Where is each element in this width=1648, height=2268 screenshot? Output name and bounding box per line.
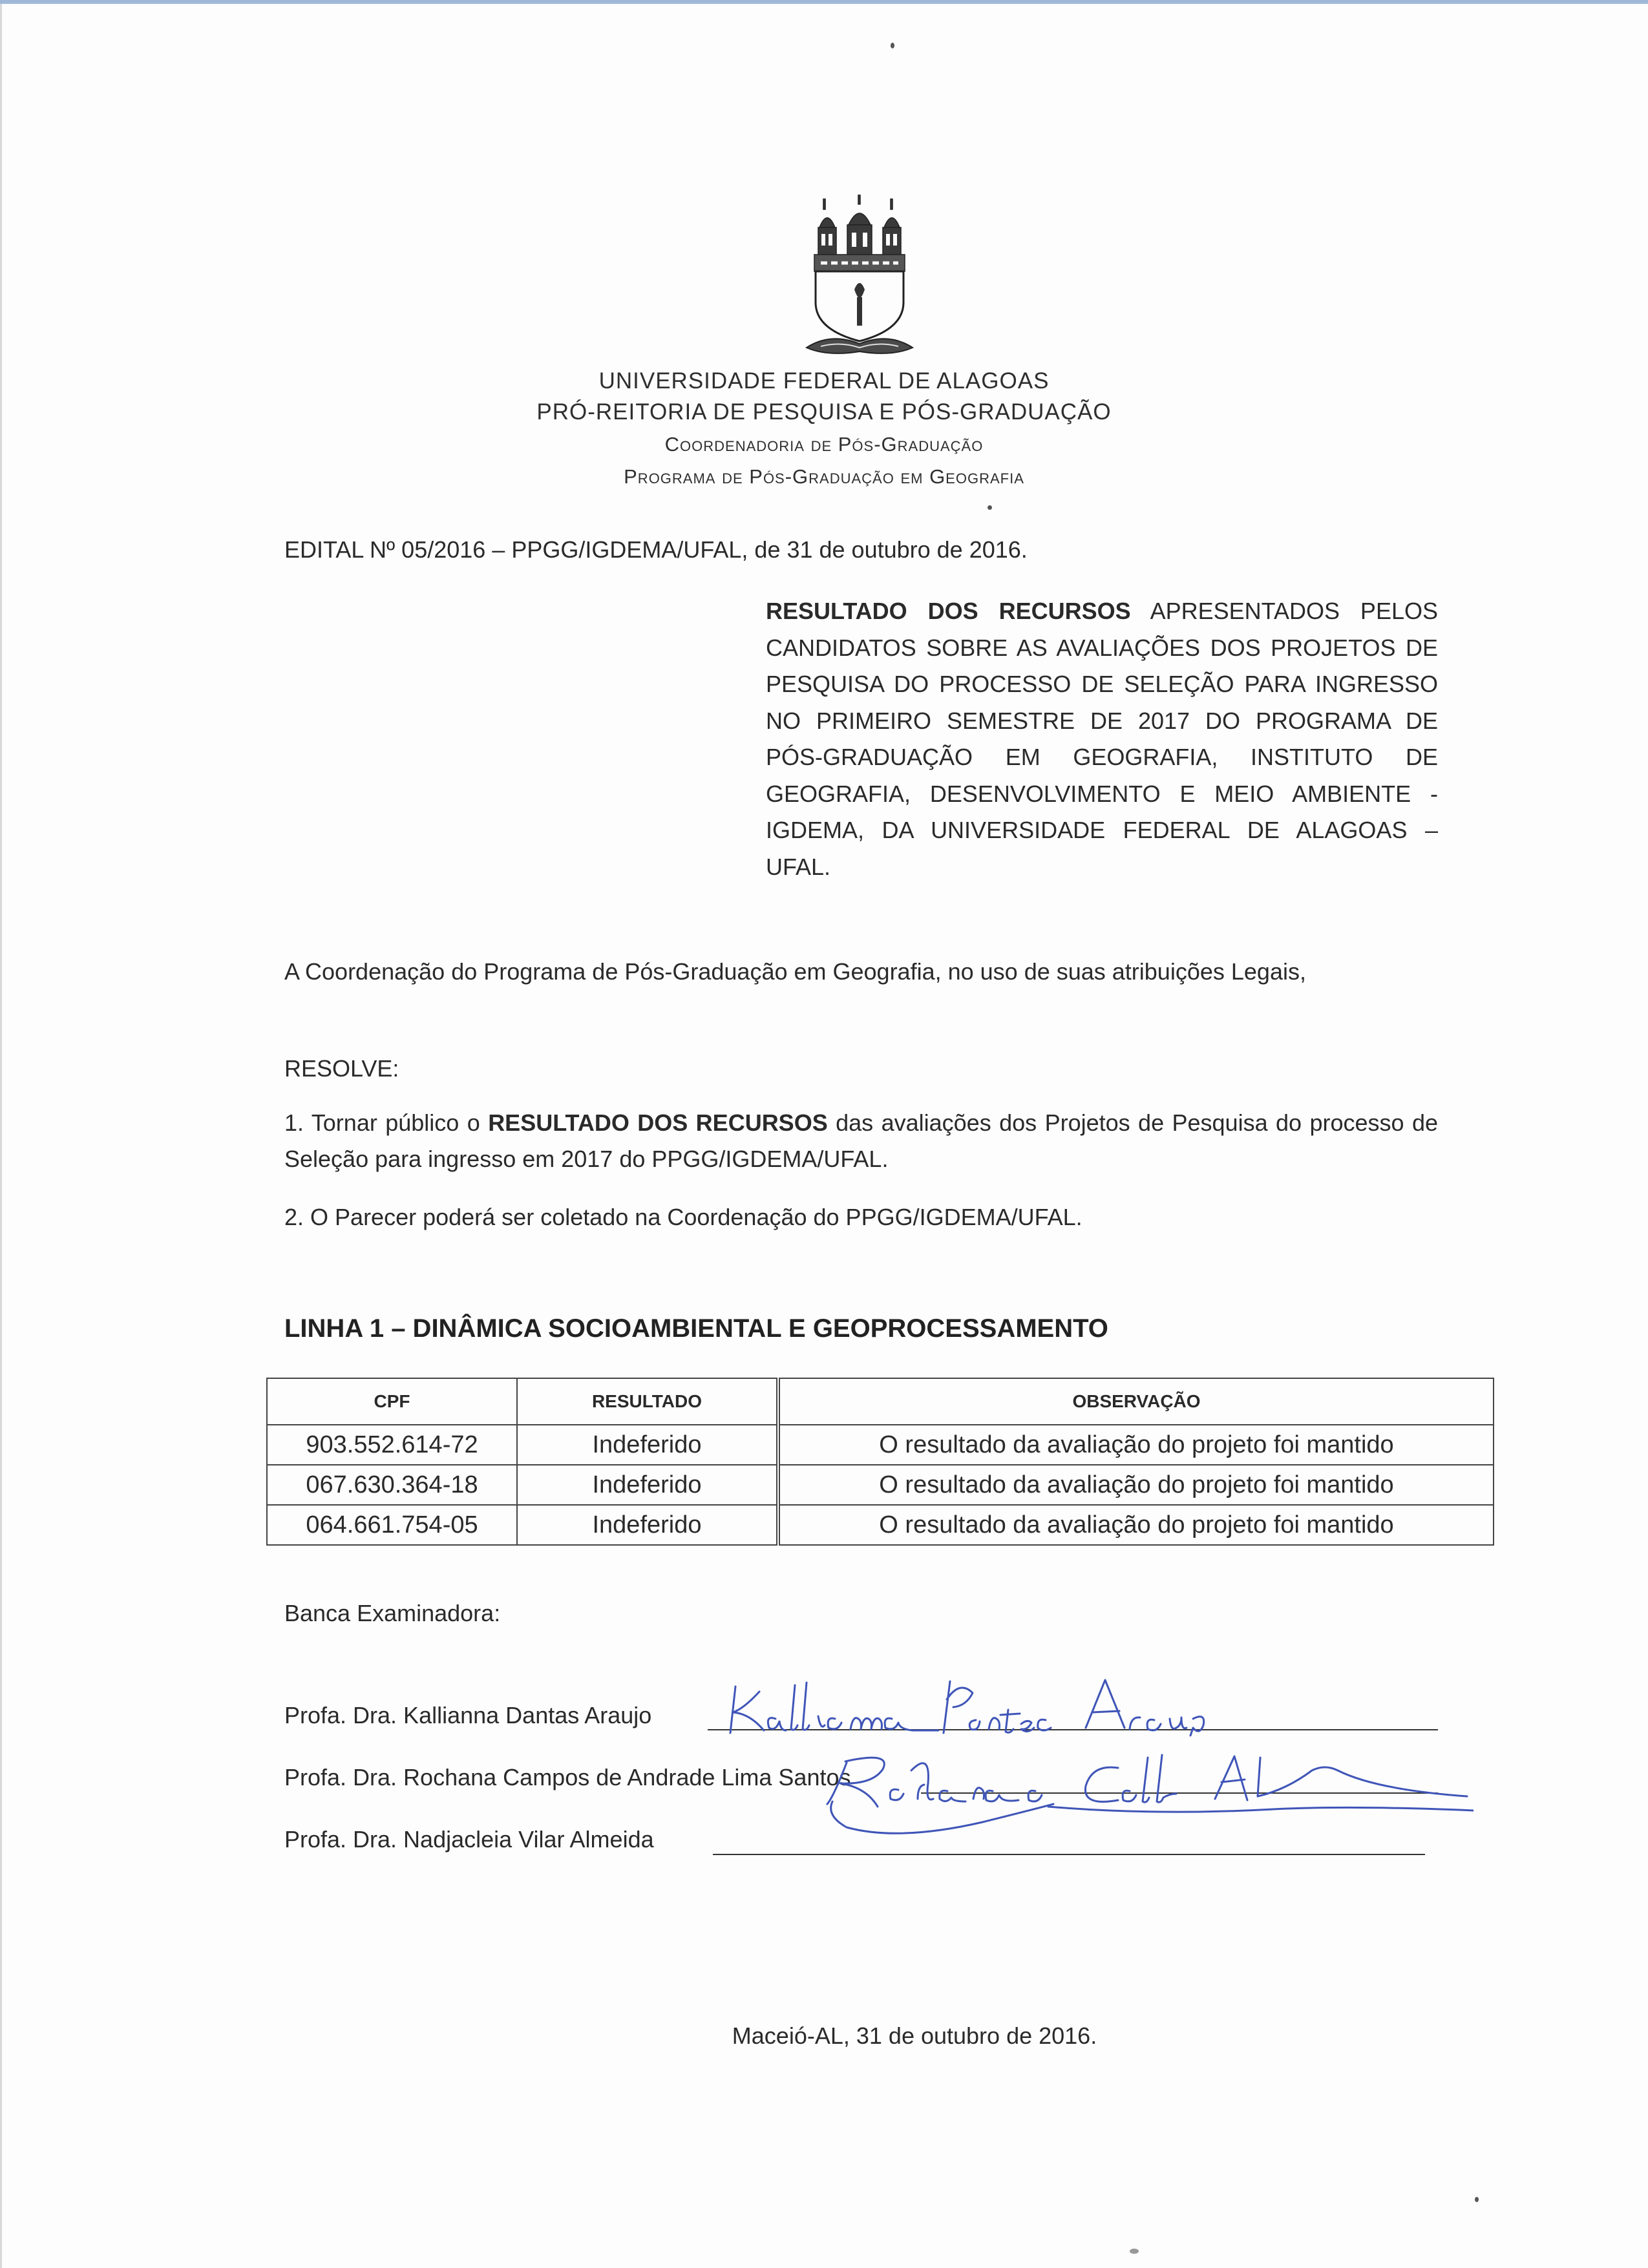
- signature-line-3: [713, 1854, 1425, 1855]
- item1-bold: RESULTADO DOS RECURSOS: [488, 1109, 828, 1136]
- edital-reference: EDITAL Nº 05/2016 – PPGG/IGDEMA/UFAL, de 31 de outubro de 2016.: [284, 536, 1028, 563]
- resolve-heading: RESOLVE:: [284, 1055, 399, 1082]
- table-row: [267, 1425, 1494, 1465]
- edital-summary: [766, 593, 1438, 885]
- item1-suffix: das avaliações dos Projetos de Pesquisa do processo de Seleção para ingresso em 2017 do PPGG/IGDEMA/UFAL.: [284, 1109, 1439, 1172]
- scan-speck: [1130, 2249, 1139, 2254]
- closing-place-date: Maceió-AL, 31 de outubro de 2016.: [732, 2022, 1097, 2049]
- resolution-item-2: 2. O Parecer poderá ser coletado na Coordenação do PPGG/IGDEMA/UFAL.: [284, 1204, 1083, 1230]
- coordination-paragraph: A Coordenação do Programa de Pós-Graduação em Geografia, no uso de suas atribuições Legais,: [284, 958, 1306, 985]
- cell-observacao: O resultado da avaliação do projeto foi mantido: [778, 1425, 1494, 1465]
- section-title: LINHA 1 – DINÂMICA SOCIOAMBIENTAL E GEOPROCESSAMENTO: [284, 1314, 1108, 1343]
- cell-resultado: Indeferido: [517, 1425, 778, 1465]
- cell-cpf: 067.630.364-18: [267, 1465, 517, 1505]
- summary-text: APRESENTADOS PELOS CANDIDATOS SOBRE AS AVALIAÇÕES DOS PROJETOS DE PESQUISA DO PROCESSO DE SELEÇÃO PARA INGRESSO NO PRIMEIRO SEMESTRE DE 2017 DO PROGRAMA DE PÓS-GRADUAÇÃO EM GEOGRAFIA, INSTITUTO DE GEOGRAFIA, DESENVOLVIMENTO E MEIO AMBIENTE - IGDEMA, DA UNIVERSIDADE FEDERAL DE ALAGOAS – UFAL.: [766, 598, 1438, 880]
- examiner-1-signature: [724, 1674, 1293, 1738]
- column-header-observacao: OBSERVAÇÃO: [778, 1378, 1494, 1425]
- cell-resultado: Indeferido: [517, 1505, 778, 1545]
- pro-rectorate-name: PRÓ-REITORIA DE PESQUISA E PÓS-GRADUAÇÃO: [536, 399, 1112, 425]
- summary-bold-lead: RESULTADO DOS RECURSOS: [766, 598, 1131, 624]
- scan-speck: [1475, 2197, 1479, 2202]
- examiner-2-name: Profa. Dra. Rochana Campos de Andrade Lima Santos: [284, 1764, 851, 1790]
- examiner-2-signature: [821, 1745, 1474, 1835]
- scan-top-edge: [0, 0, 1648, 4]
- cell-resultado: Indeferido: [517, 1465, 778, 1505]
- program-name: Programa de Pós-Graduação em Geografia: [624, 465, 1024, 488]
- cell-observacao: O resultado da avaliação do projeto foi mantido: [778, 1465, 1494, 1505]
- results-table: [266, 1378, 1494, 1546]
- item1-prefix: 1. Tornar público o: [284, 1109, 489, 1136]
- resolution-item-1: [284, 1105, 1438, 1177]
- scan-left-edge: [0, 4, 2, 2268]
- banca-label: Banca Examinadora:: [284, 1600, 501, 1626]
- coordination-name: Coordenadoria de Pós-Graduação: [664, 433, 984, 456]
- table-row: [267, 1505, 1494, 1545]
- examiner-1-name: Profa. Dra. Kallianna Dantas Araujo: [284, 1702, 652, 1728]
- column-header-cpf: CPF: [267, 1378, 517, 1425]
- table-header-row: [267, 1378, 1494, 1425]
- cell-observacao: O resultado da avaliação do projeto foi mantido: [778, 1505, 1494, 1545]
- examiner-3-name: Profa. Dra. Nadjacleia Vilar Almeida: [284, 1826, 654, 1853]
- scan-speck: [891, 43, 894, 48]
- scan-speck: [988, 505, 992, 510]
- university-emblem-icon: [801, 194, 918, 359]
- cell-cpf: 064.661.754-05: [267, 1505, 517, 1545]
- cell-cpf: 903.552.614-72: [267, 1425, 517, 1465]
- table-row: [267, 1465, 1494, 1505]
- university-name: UNIVERSIDADE FEDERAL DE ALAGOAS: [598, 368, 1050, 394]
- column-header-resultado: RESULTADO: [517, 1378, 778, 1425]
